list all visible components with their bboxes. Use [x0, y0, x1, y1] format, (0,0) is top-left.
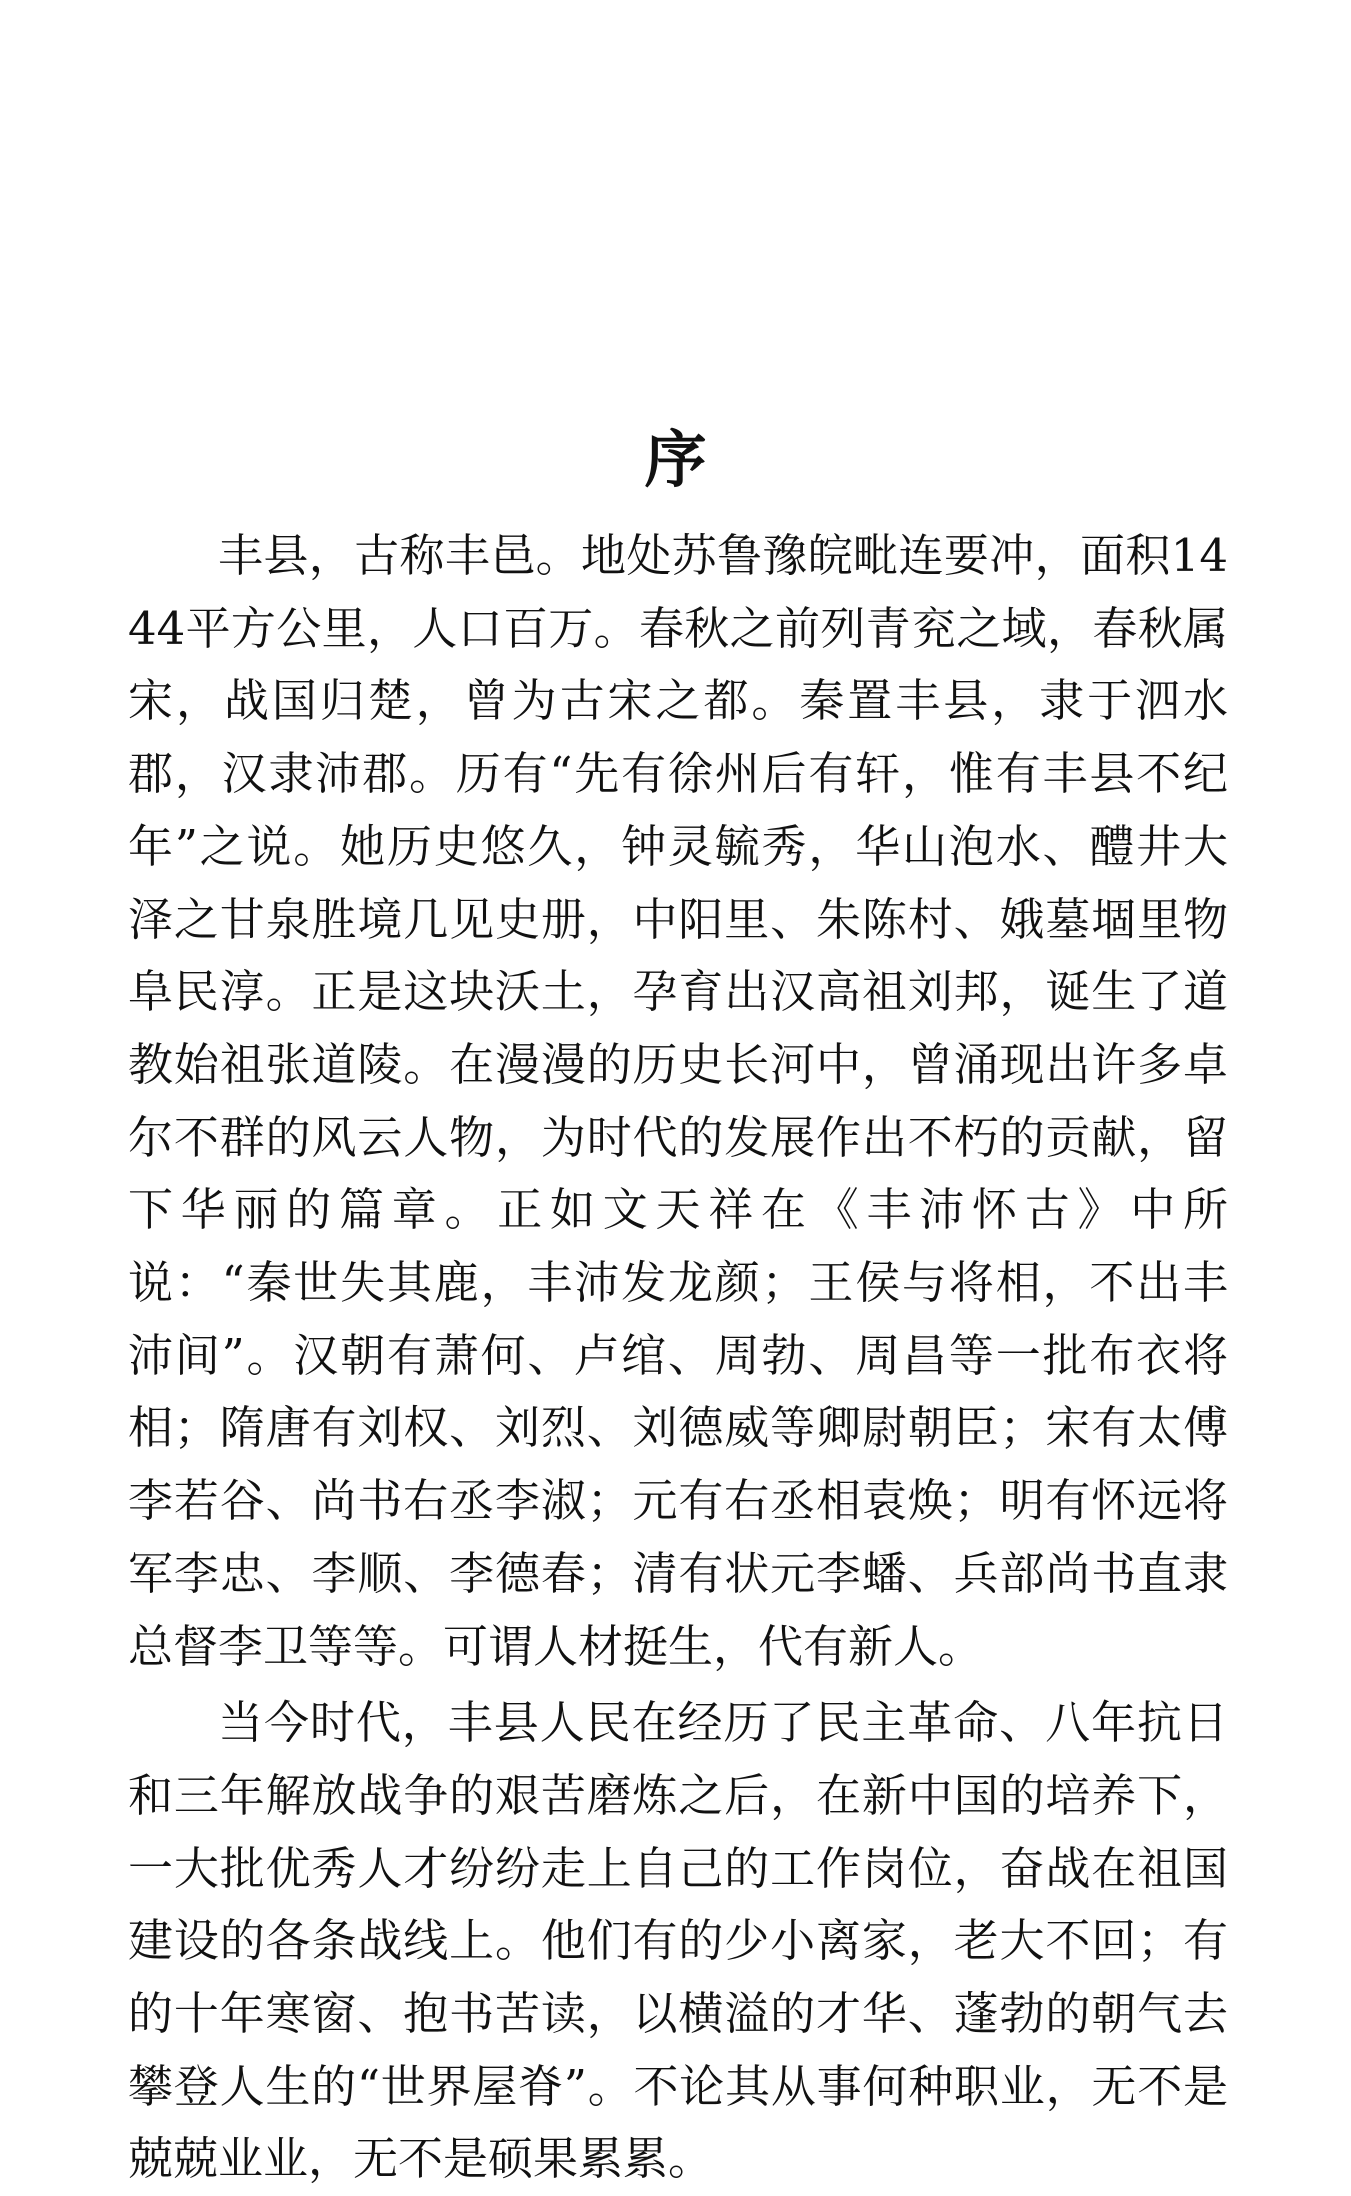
preface-title: 序	[644, 422, 707, 496]
paragraph-2: 当今时代，丰县人民在经历了民主革命、八年抗日和三年解放战争的艰苦磨炼之后，在新中国的培养下，一大批优秀人才纷纷走上自己的工作岗位，奋战在祖国建设的各条战线上。他们有的少小离家，老大不回；有的十年寒窗、抱书苦读，以横溢的才华、蓬勃的朝气去攀登人生的“世界屋脊”。不论其从事何种职业，无不是兢兢业业，无不是硕果累累。	[128, 1696, 1228, 2186]
preface-body	[128, 520, 1228, 2196]
paragraph-1: 丰县，古称丰邑。地处苏鲁豫皖毗连要冲，面积1444平方公里，人口百万。春秋之前列青兖之域，春秋属宋，战国归楚，曾为古宋之都。秦置丰县，隶于泗水郡，汉隶沛郡。历有“先有徐州后有轩，惟有丰县不纪年”之说。她历史悠久，钟灵毓秀，华山泡水、醴井大泽之甘泉胜境几见史册，中阳里、朱陈村、娥墓堌里物阜民淳。正是这块沃土，孕育出汉高祖刘邦，诞生了道教始祖张道陵。在漫漫的历史长河中，曾涌现出许多卓尔不群的风云人物，为时代的发展作出不朽的贡献，留下华丽的篇章。正如文天祥在《丰沛怀古》中所说：“秦世失其鹿，丰沛发龙颜；王侯与将相，不出丰沛间”。汉朝有萧何、卢绾、周勃、周昌等一批布衣将相；隋唐有刘权、刘烈、刘德威等卿尉朝臣；宋有太傅李若谷、尚书右丞李淑；元有右丞相袁焕；明有怀远将军李忠、李顺、李德春；清有状元李蟠、兵部尚书直隶总督李卫等等。可谓人材挺生，代有新人。	[128, 529, 1228, 1673]
